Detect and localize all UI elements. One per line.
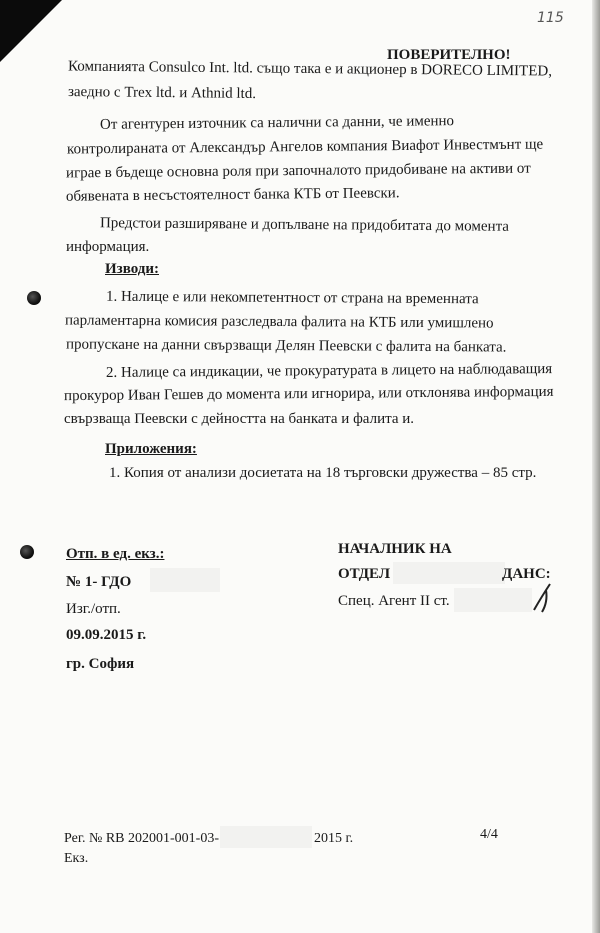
document-date: 09.09.2015 г.	[66, 627, 147, 643]
body-line: играе в бъдеще основна роля при започналото придобиване на активи от	[65, 160, 531, 182]
attachments-heading: Приложения:	[105, 441, 197, 457]
prepared-by: Изг./отп.	[66, 601, 121, 617]
classification-header: ПОВЕРИТЕЛНО!	[387, 47, 511, 63]
signatory-rank: Спец. Агент II ст.	[338, 593, 450, 609]
body-line: контролираната от Александър Ангелов компания Виафот Инвестмънт ще	[66, 136, 544, 158]
conclusion-line: 1. Налице е или некомпетентност от страна на временната	[105, 288, 479, 308]
redaction	[454, 588, 532, 612]
body-line: информация.	[66, 239, 150, 255]
body-line: От агентурен източник са налични са данни, че именно	[99, 113, 455, 133]
punch-hole	[27, 291, 41, 305]
body-line: обявената в несъстоятелност банка КТБ от Пеевски.	[65, 185, 400, 205]
scan-corner-shadow	[0, 0, 62, 62]
department-suffix: ДАНС:	[502, 566, 551, 582]
copy-number: № 1- ГДО	[66, 574, 132, 590]
registry-suffix: 2015 г.	[314, 831, 354, 846]
body-line: заедно с Trex ltd. и Athnid ltd.	[67, 84, 257, 102]
handwritten-page-number: 115	[537, 10, 564, 26]
conclusion-line: прокурор Иван Гешев до момента или игнорира, или отклонява информация	[63, 383, 554, 405]
scan-edge-shadow	[592, 0, 600, 933]
conclusion-line: пропускане на данни свързващи Делян Пеевски с фалита на банката.	[65, 336, 507, 356]
signature-mark	[528, 580, 556, 614]
redaction	[220, 826, 312, 848]
conclusion-line: 2. Налице са индикации, че прокуратурата в лицето на наблюдаващия	[105, 361, 553, 381]
page-indicator: 4/4	[480, 827, 498, 842]
copies-label: Отп. в ед. екз.:	[66, 546, 165, 562]
conclusion-line: свързваща Пеевски с дейността на банката и фалита и.	[64, 411, 415, 427]
body-line: Компанията Consulco Int. ltd. също така е и акционер в DORECO LIMITED,	[67, 58, 553, 80]
registry-prefix: Рег. № RB 202001-001-03-	[64, 831, 219, 846]
redaction	[150, 568, 220, 592]
body-line: Предстои разширяване и допълване на придобитата до момента	[99, 215, 510, 235]
copy-label: Екз.	[64, 851, 89, 866]
signatory-title: НАЧАЛНИК НА	[338, 541, 452, 557]
attachment-item: 1. Копия от анализи досиетата на 18 търговски дружества – 85 стр.	[109, 465, 537, 481]
punch-hole	[20, 545, 34, 559]
conclusions-heading: Изводи:	[105, 261, 159, 277]
department-prefix: ОТДЕЛ	[338, 566, 391, 582]
conclusion-line: парламентарна комисия разследвала фалита на КТБ или умишлено	[64, 312, 494, 332]
redaction	[393, 562, 505, 584]
document-city: гр. София	[66, 656, 135, 672]
